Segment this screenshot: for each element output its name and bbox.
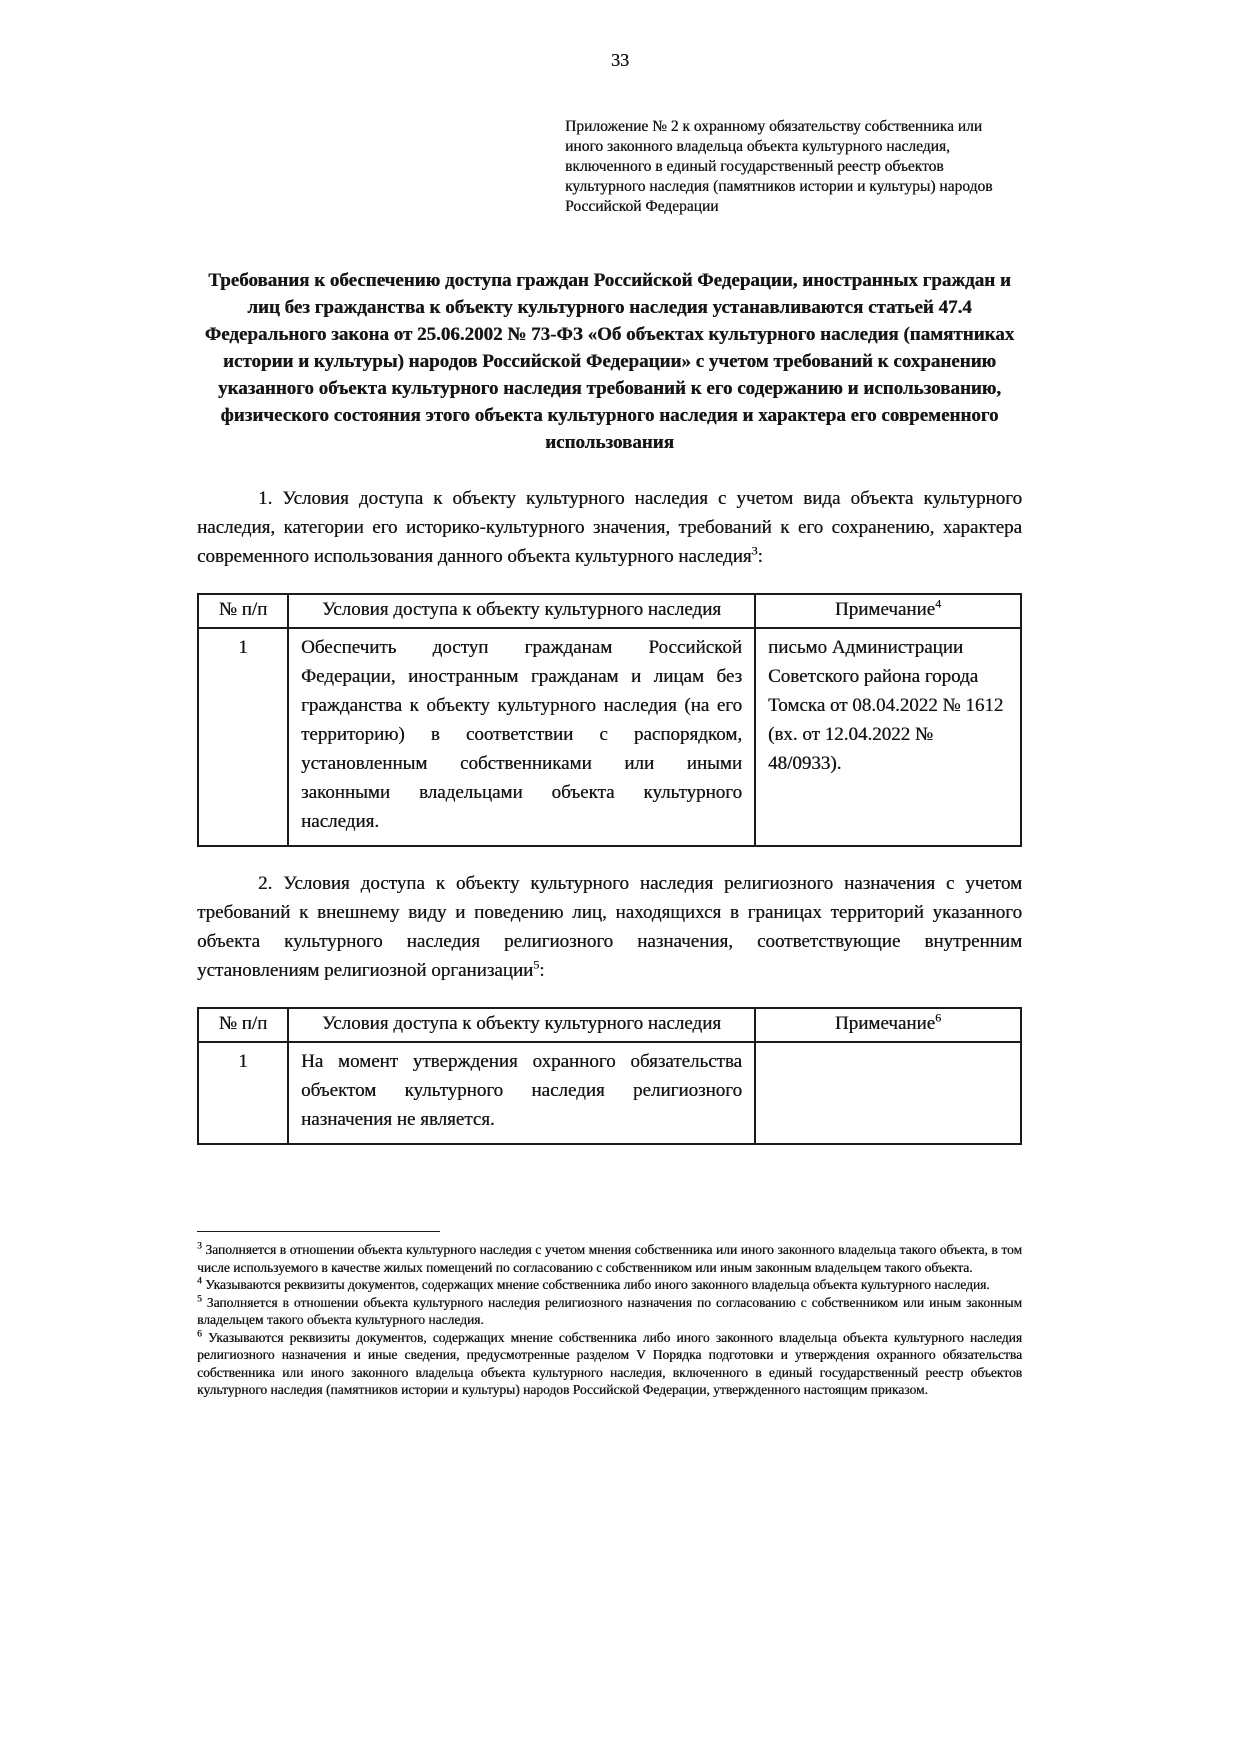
footnote-5-marker: 5 [197, 1294, 202, 1304]
table-1-header-row [198, 594, 1021, 628]
footnote-5-text: Заполняется в отношении объекта культурного наследия религиозного назначения по согласованию с собственником или иным законным владельцем такого объекта культурного наследия. [197, 1294, 1023, 1327]
footnote-separator [197, 1231, 440, 1232]
footnote-5 [197, 1294, 1022, 1329]
access-conditions-table-1 [197, 593, 1022, 847]
paragraph-1 [197, 484, 1022, 571]
footnote-3-marker: 3 [197, 1241, 202, 1252]
footnote-6-text: Указываются реквизиты документов, содержащих мнение собственника либо иного законного владельца объекта культурного наследия религиозного назначения и иные сведения, предусмотренные разделом V Порядка подготовки и утверждения охранного обязательства собственника или иного законного владельца объекта культурного наследия, включенного в единый государственный реестр объектов культурного наследия (памятников истории и культуры) народов Российской Федерации, утвержденного настоящим приказом. [197, 1329, 1022, 1397]
paragraph-2-tail: : [539, 960, 545, 981]
footnotes-section [197, 1231, 1022, 1399]
table-2-header-num: № п/п [198, 1008, 288, 1042]
footnote-3-text: Заполняется в отношении объекта культурного наследия с учетом мнения собственника или иного законного владельца такого объекта, в том числе используемого в качестве жилых помещений по согласованию с собственником или иным законным владельцем такого объекта. [197, 1242, 1022, 1275]
table-1-row-1-note: письмо Администрации Советского района города Томска от 08.04.2022 № 1612 (вх. от 12.04.2022 № 48/0933). [755, 628, 1021, 846]
table-2-header-conditions: Условия доступа к объекту культурного наследия [288, 1008, 755, 1042]
footnote-ref-5: 5 [533, 957, 540, 972]
footnote-3 [197, 1241, 1022, 1276]
table-1-header-num: № п/п [198, 594, 288, 628]
table-2-header-row [198, 1008, 1021, 1042]
page-number: 33 [611, 50, 629, 70]
paragraph-1-text: 1. Условия доступа к объекту культурного наследия с учетом вида объекта культурного наследия, категории его историко-культурного значения, требований к его сохранению, характера современного использования данного объекта культурного наследия [197, 488, 1022, 567]
footnote-ref-3: 3 [751, 543, 758, 558]
table-2-row-1-note [755, 1042, 1021, 1144]
table-1-header-note: Примечание$^4$ [755, 594, 1021, 628]
footnote-4 [197, 1276, 1022, 1294]
paragraph-1-tail: : [757, 546, 763, 567]
table-2-header-note: Примечание$^6$ [755, 1008, 1021, 1042]
footnote-ref-6: 6 [935, 1010, 942, 1025]
table-1-header-conditions: Условия доступа к объекту культурного наследия [288, 594, 755, 628]
table-row [198, 628, 1021, 846]
footnote-6 [197, 1329, 1022, 1399]
table-1-row-1-conditions: Обеспечить доступ гражданам Российской Федерации, иностранным гражданам и лицам без гражданства к объекту культурного наследия (на его территорию) в соответствии с распорядком, установленным собственниками или иными законными владельцами объекта культурного наследия. [288, 628, 755, 846]
table-1-row-1-num: 1 [198, 628, 288, 846]
access-conditions-table-2 [197, 1007, 1022, 1145]
table-2-row-1-num: 1 [198, 1042, 288, 1144]
table-row [198, 1042, 1021, 1144]
paragraph-2 [197, 869, 1022, 985]
footnote-4-marker: 4 [197, 1276, 202, 1287]
footnote-6-marker: 6 [197, 1329, 202, 1339]
paragraph-2-text: 2. Условия доступа к объекту культурного наследия религиозного назначения с учетом требований к внешнему виду и поведению лиц, находящихся в границах территорий указанного объекта культурного наследия религиозного назначения, соответствующие внутренним установлениям религиозной организации [197, 873, 1022, 981]
document-title: Требования к обеспечению доступа граждан Российской Федерации, иностранных граждан и лиц без гражданства к объекту культурного наследия устанавливаются статьей 47.4 Федерального закона от 25.06.2002 № 73-ФЗ «Об объектах культурного наследия (памятниках истории и культуры) народов Российской Федерации» с учетом требований к сохранению указанного объекта культурного наследия требований к его содержанию и использованию, физического состояния этого объекта культурного наследия и характера его современного использования [204, 270, 1015, 453]
footnote-4-text: Указываются реквизиты документов, содержащих мнение собственника либо иного законного владельца объекта культурного наследия. [205, 1277, 990, 1292]
footnote-ref-4: 4 [935, 596, 942, 611]
appendix-header: Приложение № 2 к охранному обязательству собственника или иного законного владельца объекта культурного наследия, включенного в единый государственный реестр объектов культурного наследия (памятников истории и культуры) народов Российской Федерации [565, 118, 993, 215]
table-2-row-1-conditions: На момент утверждения охранного обязательства объектом культурного наследия религиозного назначения не является. [288, 1042, 755, 1144]
document-content [197, 117, 1022, 1399]
